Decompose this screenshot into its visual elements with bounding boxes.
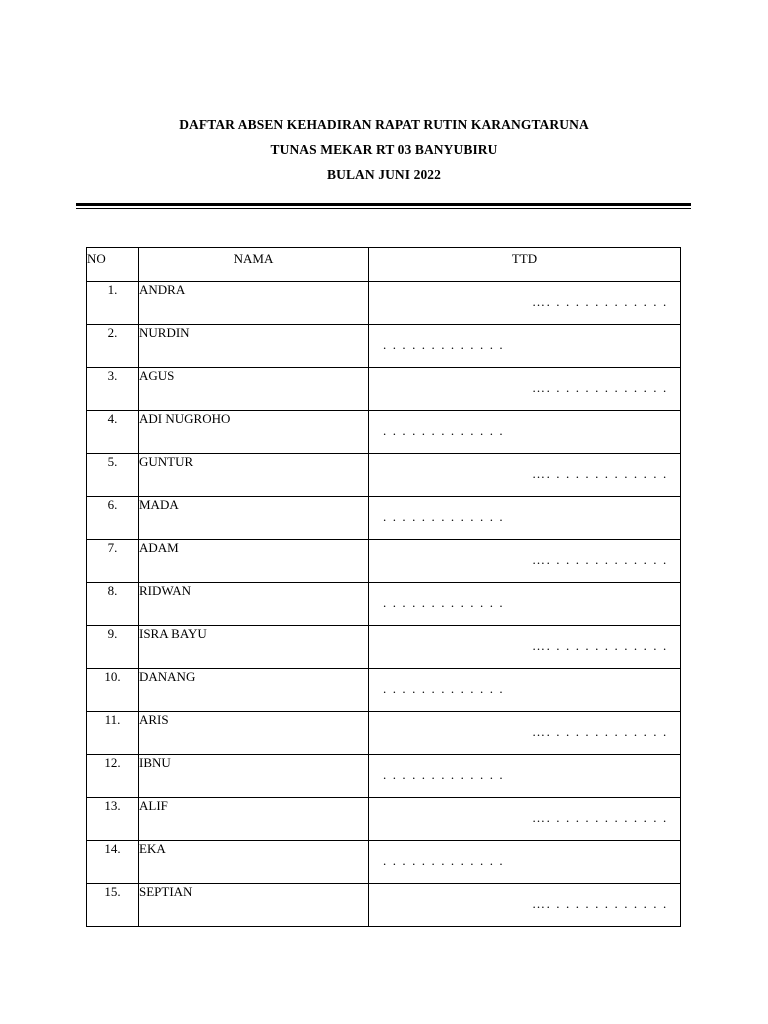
table-row: [87, 454, 681, 497]
table-row: [87, 325, 681, 368]
header-nama: NAMA: [139, 248, 369, 282]
row-number: 4.: [87, 411, 139, 454]
header-rule-thick: [76, 203, 691, 206]
row-number: 14.: [87, 841, 139, 884]
table-row: [87, 282, 681, 325]
row-name: SEPTIAN: [139, 884, 369, 927]
row-name: IBNU: [139, 755, 369, 798]
row-number: 15.: [87, 884, 139, 927]
signature-cell: [369, 583, 681, 626]
signature-dots: . . . . . . . . . . . . .: [383, 767, 505, 782]
title-line-2: TUNAS MEKAR RT 03 BANYUBIRU: [270, 142, 498, 157]
table-row: [87, 841, 681, 884]
signature-dots: . . . . . . . . . . . . .: [383, 595, 505, 610]
signature-cell: [369, 368, 681, 411]
table-row: [87, 497, 681, 540]
signature-dots: …. . . . . . . . . . . . .: [532, 810, 668, 825]
signature-dots: …. . . . . . . . . . . . .: [532, 294, 668, 309]
row-name: DANANG: [139, 669, 369, 712]
table-row: [87, 669, 681, 712]
signature-cell: [369, 282, 681, 325]
row-number: 5.: [87, 454, 139, 497]
signature-cell: [369, 325, 681, 368]
row-name: NURDIN: [139, 325, 369, 368]
signature-dots: …. . . . . . . . . . . . .: [532, 552, 668, 567]
signature-dots: . . . . . . . . . . . . .: [383, 423, 505, 438]
signature-dots: …. . . . . . . . . . . . .: [532, 466, 668, 481]
signature-dots: . . . . . . . . . . . . .: [383, 337, 505, 352]
row-number: 9.: [87, 626, 139, 669]
row-number: 2.: [87, 325, 139, 368]
table-row: [87, 755, 681, 798]
row-name: GUNTUR: [139, 454, 369, 497]
row-number: 13.: [87, 798, 139, 841]
signature-dots: . . . . . . . . . . . . .: [383, 853, 505, 868]
row-name: AGUS: [139, 368, 369, 411]
signature-dots: …. . . . . . . . . . . . .: [532, 724, 668, 739]
row-number: 7.: [87, 540, 139, 583]
row-number: 6.: [87, 497, 139, 540]
header-rule-thin: [76, 208, 691, 209]
table-row: [87, 712, 681, 755]
signature-cell: [369, 497, 681, 540]
row-name: ADAM: [139, 540, 369, 583]
row-name: RIDWAN: [139, 583, 369, 626]
row-number: 12.: [87, 755, 139, 798]
row-number: 8.: [87, 583, 139, 626]
table-row: [87, 411, 681, 454]
row-name: ISRA BAYU: [139, 626, 369, 669]
signature-cell: [369, 540, 681, 583]
row-name: ARIS: [139, 712, 369, 755]
signature-dots: …. . . . . . . . . . . . .: [532, 380, 668, 395]
signature-dots: …. . . . . . . . . . . . .: [532, 638, 668, 653]
table-row: [87, 884, 681, 927]
table-row: [87, 368, 681, 411]
row-name: ALIF: [139, 798, 369, 841]
row-number: 11.: [87, 712, 139, 755]
row-name: MADA: [139, 497, 369, 540]
table-row: [87, 626, 681, 669]
row-name: ADI NUGROHO: [139, 411, 369, 454]
signature-cell: [369, 626, 681, 669]
table-row: [87, 540, 681, 583]
attendance-table: [86, 247, 681, 927]
signature-cell: [369, 669, 681, 712]
table-header-row: [87, 248, 681, 282]
header-no: NO: [87, 248, 139, 282]
row-number: 1.: [87, 282, 139, 325]
signature-cell: [369, 798, 681, 841]
title-line-3: BULAN JUNI 2022: [326, 167, 441, 182]
row-number: 3.: [87, 368, 139, 411]
header-ttd: TTD: [369, 248, 681, 282]
title-line-1: DAFTAR ABSEN KEHADIRAN RAPAT RUTIN KARANGTARUNA: [179, 117, 589, 132]
document-title: [0, 112, 768, 187]
table-row: [87, 583, 681, 626]
row-number: 10.: [87, 669, 139, 712]
table-row: [87, 798, 681, 841]
signature-cell: [369, 884, 681, 927]
signature-cell: [369, 712, 681, 755]
row-name: ANDRA: [139, 282, 369, 325]
signature-dots: . . . . . . . . . . . . .: [383, 681, 505, 696]
row-name: EKA: [139, 841, 369, 884]
signature-cell: [369, 841, 681, 884]
signature-dots: …. . . . . . . . . . . . .: [532, 896, 668, 911]
signature-cell: [369, 411, 681, 454]
signature-cell: [369, 755, 681, 798]
signature-cell: [369, 454, 681, 497]
signature-dots: . . . . . . . . . . . . .: [383, 509, 505, 524]
